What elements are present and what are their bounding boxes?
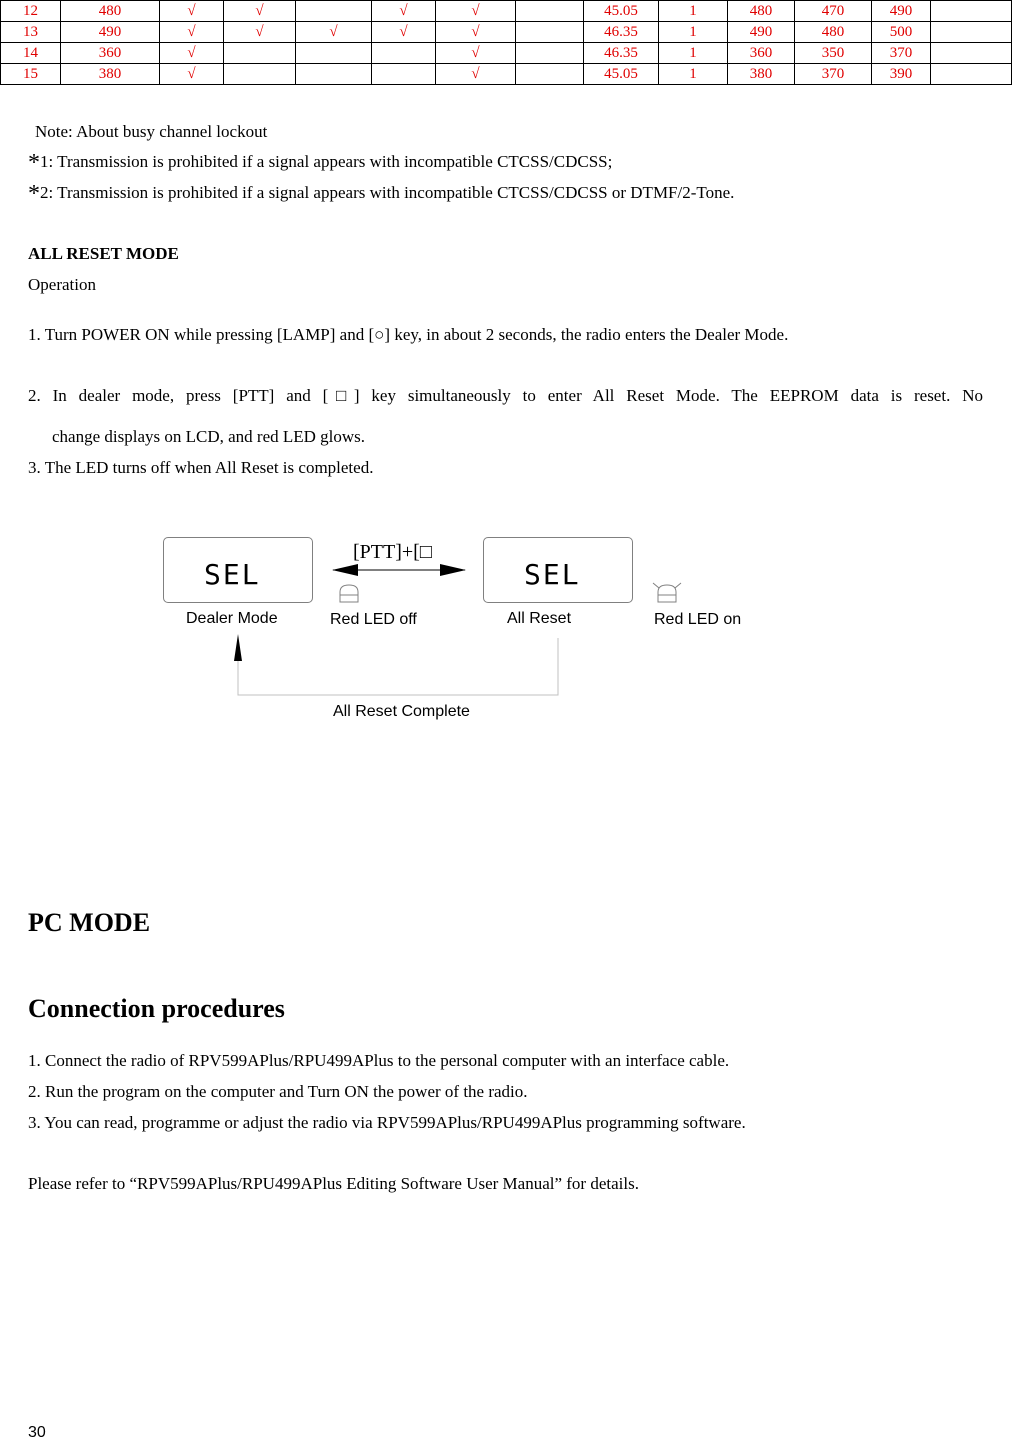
- note-item-text: 1: Transmission is prohibited if a signal appears with incompatible CTCSS/CDCSS;: [40, 152, 613, 171]
- lcd-dealer-mode: [163, 537, 313, 603]
- all-reset-step-2: 2. In dealer mode, press [PTT] and [□] key simultaneously to enter All Reset Mode. The EEPROM data is reset. No: [28, 386, 983, 405]
- table-cell: 1: [659, 1, 728, 22]
- table-cell: 15: [1, 64, 61, 85]
- table-row: [1, 64, 1012, 85]
- table-cell: √: [296, 22, 372, 43]
- table-cell: [516, 64, 584, 85]
- table-cell: [931, 1, 1012, 22]
- table-cell: √: [224, 1, 296, 22]
- red-led-off-label: Red LED off: [330, 611, 417, 628]
- note-item-text: 2: Transmission is prohibited if a signal appears with incompatible CTCSS/CDCSS or DTMF/2-Tone.: [40, 183, 735, 202]
- table-cell: 1: [659, 22, 728, 43]
- table-cell: 360: [61, 43, 160, 64]
- all-reset-step-2-continued: change displays on LCD, and red LED glows.: [52, 427, 366, 446]
- table-cell: 490: [728, 22, 795, 43]
- table-cell: 500: [872, 22, 931, 43]
- table-cell: 470: [795, 1, 872, 22]
- return-arrow-head: [234, 634, 242, 661]
- note-title: Note: About busy channel lockout: [35, 122, 268, 141]
- table-cell: 480: [728, 1, 795, 22]
- table-cell: [516, 43, 584, 64]
- arrow-right-head: [440, 564, 466, 576]
- table-cell: [224, 43, 296, 64]
- table-cell: 1: [659, 64, 728, 85]
- table-cell: 46.35: [584, 22, 659, 43]
- channel-table: [0, 0, 1012, 85]
- table-cell: √: [372, 1, 436, 22]
- table-cell: 480: [61, 1, 160, 22]
- note-item-2: [28, 181, 735, 207]
- table-cell: √: [372, 22, 436, 43]
- table-cell: 390: [872, 64, 931, 85]
- all-reset-step-1: 1. Turn POWER ON while pressing [LAMP] and [○] key, in about 2 seconds, the radio enters the Dealer Mode.: [28, 325, 789, 344]
- pc-step-3: 3. You can read, programme or adjust the radio via RPV599APlus/RPU499APlus programming software.: [28, 1113, 746, 1132]
- table-cell: √: [160, 22, 224, 43]
- led-on-icon: [653, 583, 681, 602]
- dealer-mode-label: Dealer Mode: [186, 610, 278, 627]
- table-cell: √: [436, 22, 516, 43]
- return-path-line: [238, 638, 558, 695]
- table-cell: √: [160, 64, 224, 85]
- table-cell: 1: [659, 43, 728, 64]
- table-cell: 13: [1, 22, 61, 43]
- table-cell: [372, 64, 436, 85]
- all-reset-label: All Reset: [507, 610, 572, 627]
- table-cell: √: [160, 43, 224, 64]
- table-cell: 370: [795, 64, 872, 85]
- asterisk: *: [28, 150, 40, 176]
- red-led-on-label: Red LED on: [654, 611, 742, 628]
- table-cell: 490: [872, 1, 931, 22]
- table-row: [1, 1, 1012, 22]
- table-cell: [296, 1, 372, 22]
- all-reset-heading: ALL RESET MODE: [28, 244, 179, 263]
- table-cell: 46.35: [584, 43, 659, 64]
- table-cell: √: [224, 22, 296, 43]
- pc-step-2: 2. Run the program on the computer and Turn ON the power of the radio.: [28, 1082, 528, 1101]
- table-cell: [296, 64, 372, 85]
- table-cell: 14: [1, 43, 61, 64]
- table-cell: √: [436, 43, 516, 64]
- table-cell: [931, 22, 1012, 43]
- note-item-1: [28, 150, 613, 176]
- table-cell: [224, 64, 296, 85]
- table-cell: √: [160, 1, 224, 22]
- table-cell: 380: [728, 64, 795, 85]
- table-cell: [516, 1, 584, 22]
- refer-note: Please refer to “RPV599APlus/RPU499APlus Editing Software User Manual” for details.: [28, 1174, 639, 1193]
- lcd-text: SEL: [524, 558, 581, 591]
- asterisk: *: [28, 181, 40, 207]
- table-cell: [516, 22, 584, 43]
- table-cell: 380: [61, 64, 160, 85]
- table-cell: 480: [795, 22, 872, 43]
- all-reset-diagram: [150, 530, 770, 730]
- table-row: [1, 22, 1012, 43]
- table-cell: 360: [728, 43, 795, 64]
- table-row: [1, 43, 1012, 64]
- operation-subheading: Operation: [28, 275, 96, 294]
- table-cell: [296, 43, 372, 64]
- table-cell: [931, 64, 1012, 85]
- lcd-text: SEL: [204, 558, 261, 591]
- table-cell: 12: [1, 1, 61, 22]
- pc-mode-heading: PC MODE: [28, 908, 151, 937]
- arrow-left-head: [332, 564, 358, 576]
- pc-step-1: 1. Connect the radio of RPV599APlus/RPU499APlus to the personal computer with an interface cable.: [28, 1051, 730, 1070]
- lcd-all-reset: [483, 537, 633, 603]
- page-number: 30: [28, 1424, 46, 1441]
- table-cell: 490: [61, 22, 160, 43]
- table-cell: 370: [872, 43, 931, 64]
- all-reset-step-3: 3. The LED turns off when All Reset is completed.: [28, 458, 374, 477]
- table-cell: 45.05: [584, 64, 659, 85]
- led-off-icon: [340, 585, 358, 602]
- table-cell: 45.05: [584, 1, 659, 22]
- table-cell: [372, 43, 436, 64]
- table-cell: √: [436, 1, 516, 22]
- table-cell: [931, 43, 1012, 64]
- all-reset-complete-label: All Reset Complete: [333, 703, 470, 720]
- ptt-key-label: [PTT]+[□: [353, 541, 432, 563]
- table-cell: 350: [795, 43, 872, 64]
- table-cell: √: [436, 64, 516, 85]
- connection-procedures-heading: Connection procedures: [28, 994, 285, 1023]
